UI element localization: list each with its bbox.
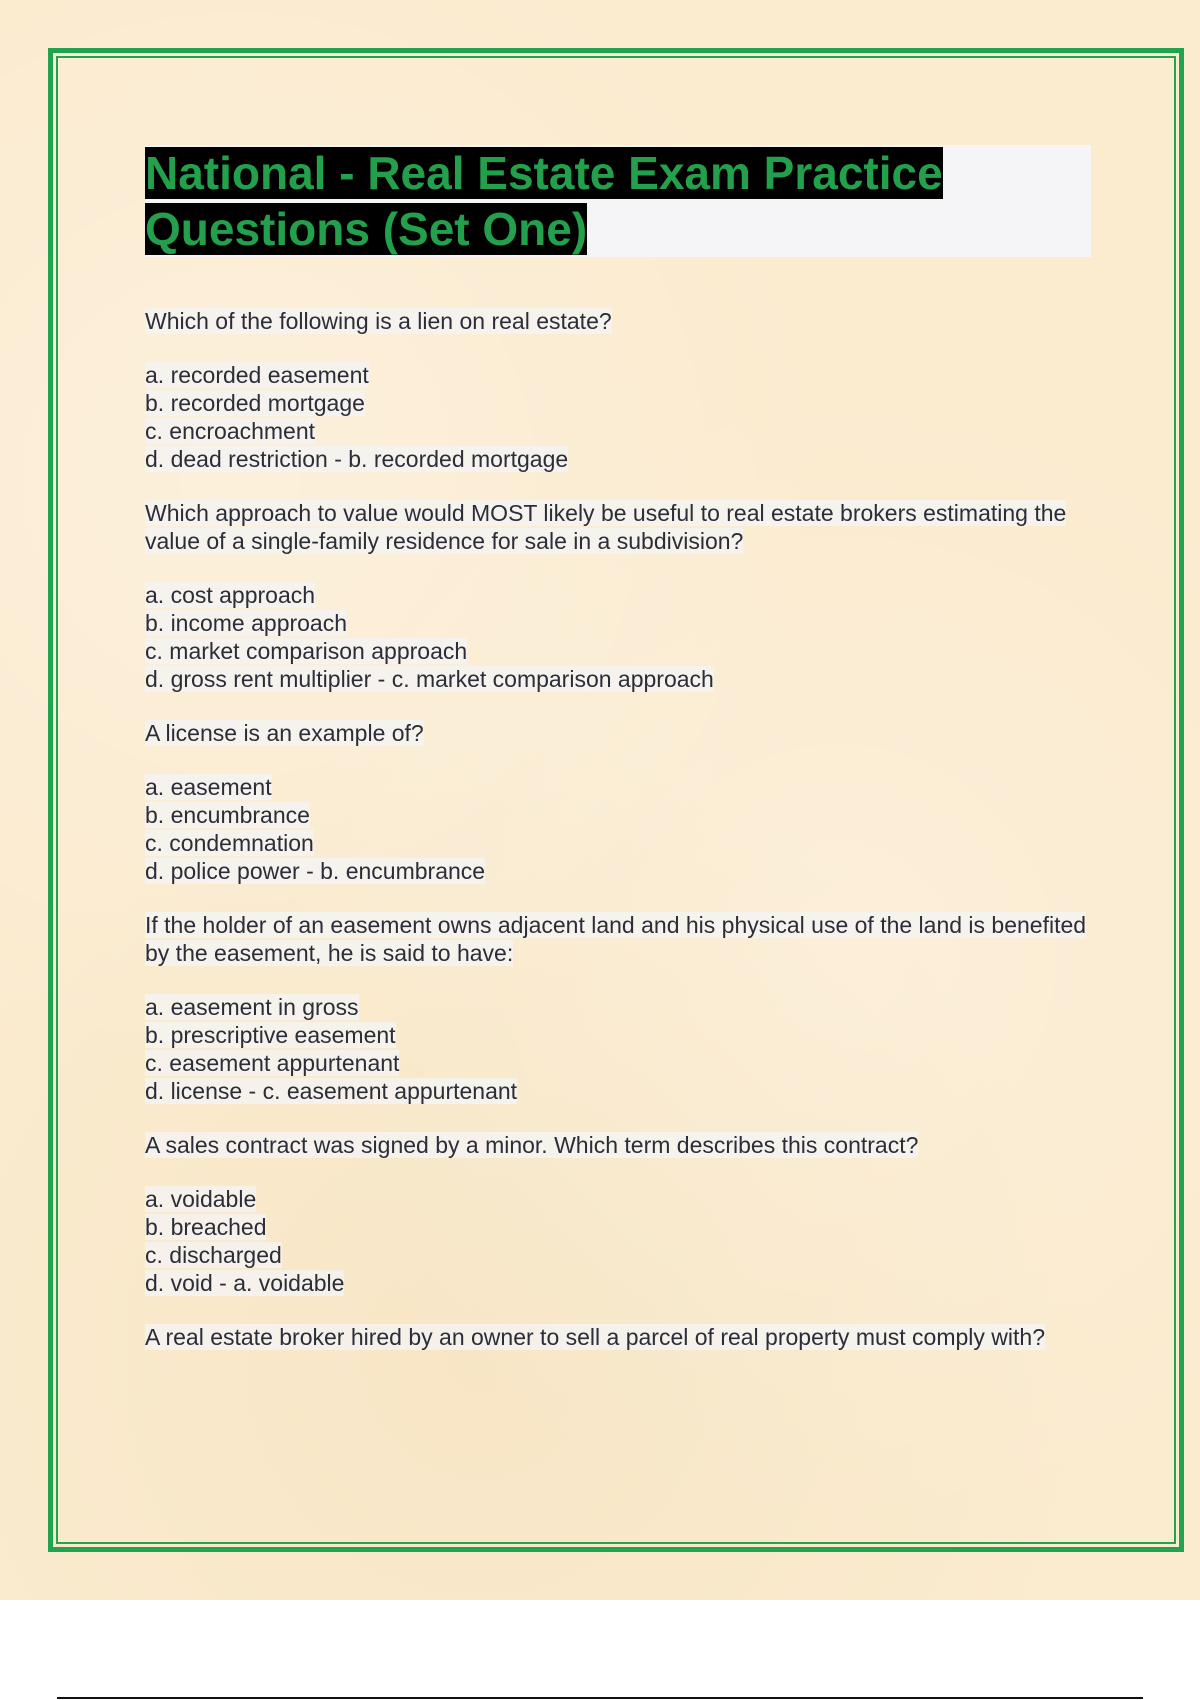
document-content — [145, 145, 1095, 1377]
option-item: b. recorded mortgage — [145, 390, 365, 416]
option-list — [145, 1185, 1095, 1297]
option-list — [145, 361, 1095, 473]
option-list — [145, 773, 1095, 885]
question-block-1 — [145, 307, 1095, 473]
option-item: c. condemnation — [145, 830, 314, 856]
option-item: b. prescriptive easement — [145, 1022, 396, 1048]
option-item: c. easement appurtenant — [145, 1050, 400, 1076]
page-separator-line — [57, 1697, 1143, 1699]
option-item: c. market comparison approach — [145, 638, 468, 664]
option-item-with-answer: d. dead restriction - b. recorded mortgage — [145, 446, 569, 472]
document-title: National - Real Estate Exam Practice Questions (Set One) — [145, 147, 943, 255]
option-item-with-answer: d. void - a. voidable — [145, 1270, 345, 1296]
option-item: a. easement in gross — [145, 994, 359, 1020]
question-text: Which of the following is a lien on real estate? — [145, 308, 612, 334]
option-item: a. voidable — [145, 1186, 257, 1212]
question-block-4 — [145, 911, 1095, 1105]
question-block-3 — [145, 719, 1095, 885]
option-item: a. cost approach — [145, 582, 316, 608]
option-item: a. easement — [145, 774, 272, 800]
question-text: If the holder of an easement owns adjacent land and his physical use of the land is benefited by the easement, he is said to have: — [145, 912, 1087, 966]
option-item: b. breached — [145, 1214, 267, 1240]
option-item: c. encroachment — [145, 418, 316, 444]
question-text: A sales contract was signed by a minor. Which term describes this contract? — [145, 1132, 919, 1158]
question-text: Which approach to value would MOST likely be useful to real estate brokers estimating the value of a single-family residence for sale in a subdivision? — [145, 500, 1067, 554]
option-list — [145, 581, 1095, 693]
question-text: A license is an example of? — [145, 720, 424, 746]
option-item: a. recorded easement — [145, 362, 369, 388]
option-item: b. encumbrance — [145, 802, 310, 828]
question-block-5 — [145, 1131, 1095, 1297]
option-list — [145, 993, 1095, 1105]
option-item: b. income approach — [145, 610, 348, 636]
option-item-with-answer: d. police power - b. encumbrance — [145, 858, 486, 884]
option-item-with-answer: d. license - c. easement appurtenant — [145, 1078, 518, 1104]
option-item: c. discharged — [145, 1242, 282, 1268]
title-block — [145, 145, 1091, 257]
question-block-6 — [145, 1323, 1095, 1351]
question-text: A real estate broker hired by an owner to sell a parcel of real property must comply with? — [145, 1324, 1045, 1350]
question-block-2 — [145, 499, 1095, 693]
option-item-with-answer: d. gross rent multiplier - c. market comparison approach — [145, 666, 714, 692]
